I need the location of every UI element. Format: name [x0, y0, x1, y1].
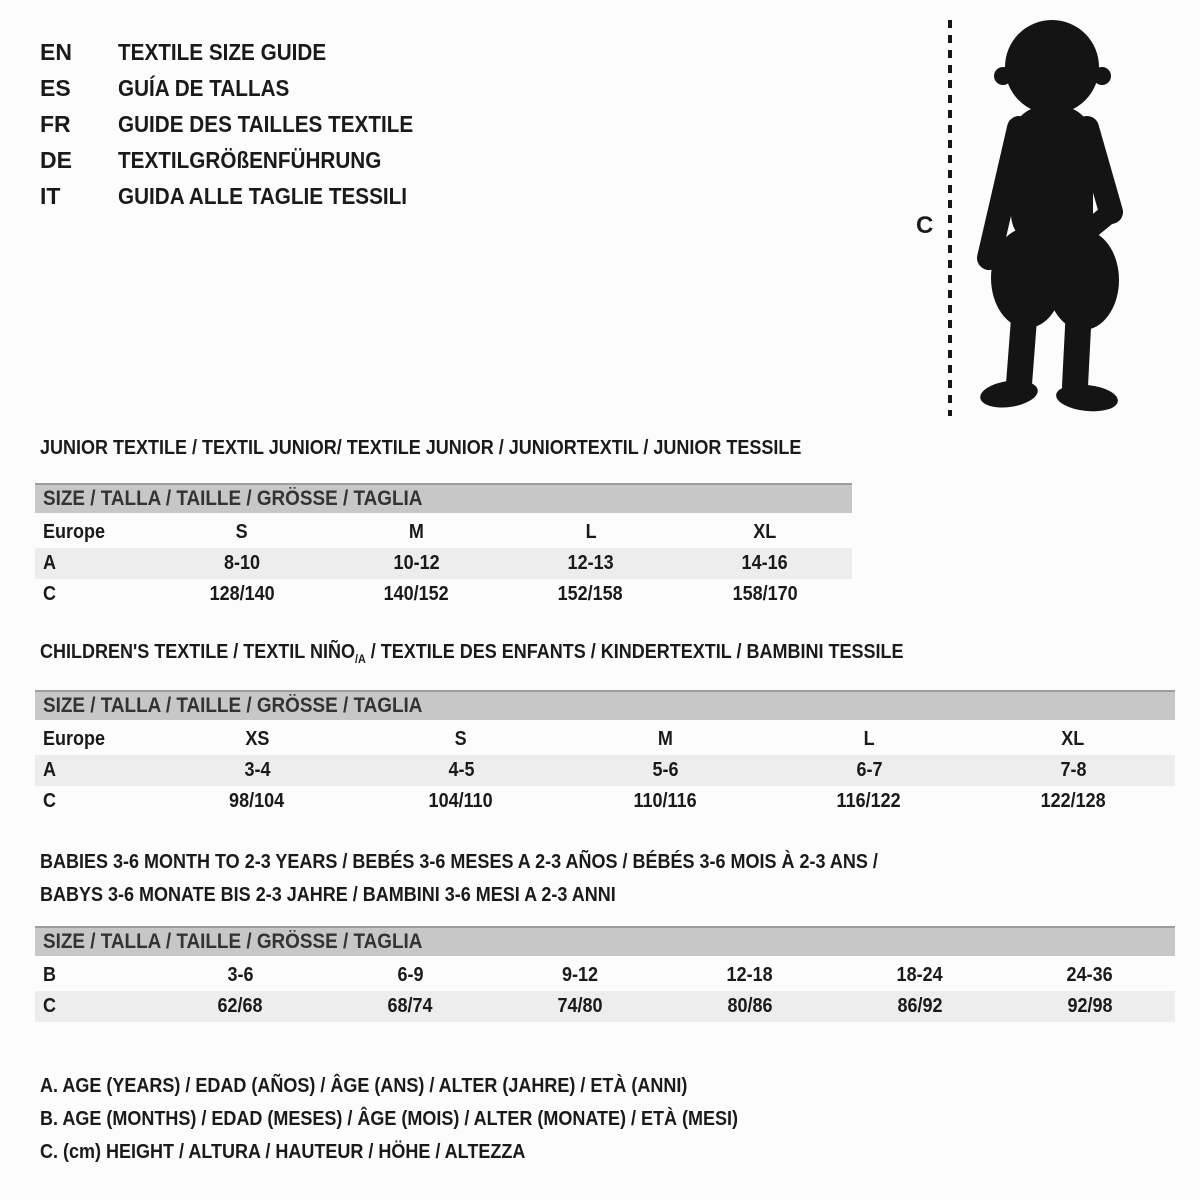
row-label: C: [43, 995, 57, 1017]
age-value: 18-24: [896, 964, 944, 986]
height-value: 122/128: [1040, 790, 1106, 812]
language-row: [40, 70, 446, 106]
height-value: 158/170: [732, 583, 798, 605]
height-value: 62/68: [217, 995, 263, 1017]
height-value: 74/80: [557, 995, 603, 1017]
legend-line-b: B. AGE (MONTHS) / EDAD (MESES) / ÂGE (MOIS) / ALTER (MONATE) / ETÀ (MESI): [40, 1108, 738, 1130]
size-value: XL: [1061, 728, 1085, 750]
size-header-bar: SIZE / TALLA / TAILLE / GRÖSSE / TAGLIA: [35, 690, 1175, 720]
nino-a-subscript: /A: [354, 652, 366, 666]
language-label: TEXTILGRÖßENFÜHRUNG: [118, 147, 382, 173]
row-label: Europe: [43, 728, 106, 750]
language-code: DE: [40, 147, 72, 173]
language-label: GUIDE DES TAILLES TEXTILE: [118, 111, 414, 137]
language-code: FR: [40, 111, 71, 137]
legend-line-a: A. AGE (YEARS) / EDAD (AÑOS) / ÂGE (ANS) / ALTER (JAHRE) / ETÀ (ANNI): [40, 1075, 688, 1097]
height-value: 152/158: [558, 583, 624, 605]
row-label: C: [43, 583, 57, 605]
age-value: 6-7: [855, 759, 883, 781]
junior-section-title: JUNIOR TEXTILE / TEXTIL JUNIOR/ TEXTILE JUNIOR / JUNIORTEXTIL / JUNIOR TESSILE: [40, 437, 802, 459]
age-value: 8-10: [224, 552, 261, 574]
height-value: 68/74: [387, 995, 433, 1017]
size-value: XS: [244, 728, 270, 750]
height-value: 140/152: [383, 583, 449, 605]
age-value: 9-12: [561, 964, 599, 986]
language-row: [40, 106, 446, 142]
height-dashed-line: [948, 20, 952, 416]
size-value: S: [454, 728, 468, 750]
row-label: B: [43, 964, 57, 986]
age-value: 24-36: [1066, 964, 1114, 986]
language-row: [40, 34, 446, 70]
table-row: [35, 960, 1175, 991]
height-measure-label: C: [916, 212, 934, 239]
size-value: S: [236, 521, 249, 543]
table-row: [35, 517, 852, 548]
age-value: 7-8: [1059, 759, 1087, 781]
table-row: [35, 548, 852, 579]
toddler-silhouette-icon: [963, 16, 1139, 420]
size-value: L: [585, 521, 597, 543]
height-value: 110/116: [633, 790, 697, 812]
children-section-title: CHILDREN'S TEXTILE / TEXTIL $NIÑO_{/A}$ / TEXTILE DES ENFANTS / KINDERTEXTIL / BAMBINI TESSILE: [40, 641, 904, 666]
table-row: [35, 579, 852, 610]
size-header-bar: SIZE / TALLA / TAILLE / GRÖSSE / TAGLIA: [35, 926, 1175, 956]
measurement-legend: [40, 1070, 816, 1169]
age-value: 6-9: [396, 964, 424, 986]
language-label: GUIDA ALLE TAGLIE TESSILI: [118, 183, 408, 209]
height-value: 92/98: [1067, 995, 1113, 1017]
row-label: C: [43, 790, 57, 812]
age-value: 12-13: [567, 552, 614, 574]
age-value: 3-4: [243, 759, 271, 781]
height-value: 80/86: [727, 995, 773, 1017]
babies-section-title: BABIES 3-6 MONTH TO 2-3 YEARS / BEBÉS 3-6 MESES A 2-3 AÑOS / BÉBÉS 3-6 MOIS À 2-3 ANS / BABYS 3-6 MONATE BIS 2-3 JAHRE / BAMBINI 3-6 MESI A 2-3 ANNI: [40, 851, 878, 906]
language-row: [40, 142, 446, 178]
junior-size-table: [35, 483, 852, 610]
size-value: L: [863, 728, 875, 750]
row-label: A: [43, 759, 57, 781]
table-row: [35, 755, 1175, 786]
size-value: M: [408, 521, 424, 543]
legend-line-c: C. (cm) HEIGHT / ALTURA / HAUTEUR / HÖHE / ALTEZZA: [40, 1141, 526, 1163]
age-value: 3-6: [226, 964, 254, 986]
size-value: M: [657, 728, 673, 750]
height-value: 104/110: [428, 790, 494, 812]
height-value: 128/140: [209, 583, 275, 605]
language-code: EN: [40, 39, 72, 65]
age-value: 5-6: [651, 759, 679, 781]
row-label: A: [43, 552, 57, 574]
height-value: 98/104: [229, 790, 285, 812]
children-size-table: [35, 690, 1175, 817]
age-value: 4-5: [447, 759, 475, 781]
language-code: ES: [40, 75, 71, 101]
age-value: 10-12: [393, 552, 440, 574]
age-value: 14-16: [741, 552, 788, 574]
language-code: IT: [40, 183, 61, 209]
language-title-list: [40, 34, 446, 214]
row-label: Europe: [43, 521, 106, 543]
table-row: [35, 724, 1175, 755]
height-value: 116/122: [836, 790, 902, 812]
size-header-bar: SIZE / TALLA / TAILLE / GRÖSSE / TAGLIA: [35, 483, 852, 513]
babies-size-table: [35, 926, 1175, 1022]
language-label: TEXTILE SIZE GUIDE: [118, 39, 327, 65]
table-row: [35, 786, 1175, 817]
height-value: 86/92: [897, 995, 943, 1017]
language-row: [40, 178, 446, 214]
language-label: GUÍA DE TALLAS: [118, 75, 290, 101]
size-value: XL: [753, 521, 777, 543]
table-row: [35, 991, 1175, 1022]
age-value: 12-18: [726, 964, 774, 986]
